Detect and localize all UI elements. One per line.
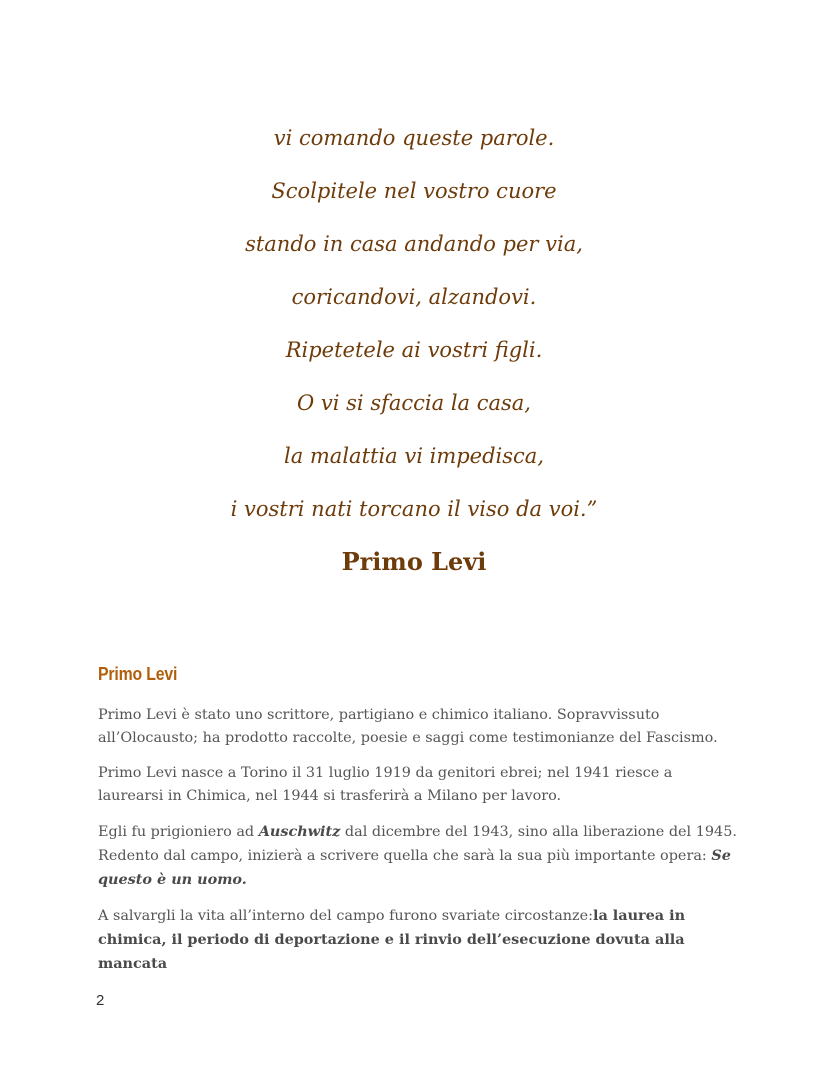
poem-line: la malattia vi impedisca,	[283, 444, 545, 468]
text-span: dal dicembre del 1943, sino alla liberazione del 1945. Redento dal campo, inizierà a scrivere quella che sarà la sua più importante opera:	[98, 824, 737, 864]
paragraph-intro: Primo Levi è stato uno scrittore, partigiano e chimico italiano. Sopravvissuto all’Olocausto; ha prodotto raccolte, poesie e saggi come testimonianze del Fascismo.	[98, 707, 718, 746]
poem-author: Primo Levi	[341, 547, 487, 576]
section-title: Primo Levi	[98, 664, 178, 684]
poem-line: i vostri nati torcano il viso da voi.”	[230, 497, 598, 521]
emphasis-auschwitz: Auschwitz	[258, 823, 341, 840]
text-span: Egli fu prigioniero ad	[98, 824, 259, 840]
poem-line: stando in casa andando per via,	[245, 232, 583, 256]
paragraph-circumstances	[98, 904, 738, 976]
paragraph-birth: Primo Levi nasce a Torino il 31 luglio 1919 da genitori ebrei; nel 1941 riesce a laurearsi in Chimica, nel 1944 si trasferirà a Milano per lavoro.	[98, 765, 673, 804]
paragraph-auschwitz	[98, 820, 738, 892]
poem-line: O vi si sfaccia la casa,	[297, 391, 531, 415]
poem-block	[0, 116, 828, 584]
emphasis-book-title: Se questo è un uomo.	[98, 847, 731, 888]
poem-line: Ripetetele ai vostri figli.	[285, 338, 543, 362]
poem-line: vi comando queste parole.	[273, 126, 555, 150]
poem-line: Scolpitele nel vostro cuore	[271, 179, 557, 203]
emphasis-circumstances: la laurea in chimica, il periodo di deportazione e il rinvio dell’esecuzione dovuta alla mancata	[98, 907, 686, 972]
text-span: A salvargli la vita all’interno del campo furono svariate circostanze:	[98, 908, 593, 924]
biography-section	[98, 660, 738, 988]
poem-line: coricandovi, alzandovi.	[291, 285, 537, 309]
page-number: 2	[96, 992, 105, 1009]
